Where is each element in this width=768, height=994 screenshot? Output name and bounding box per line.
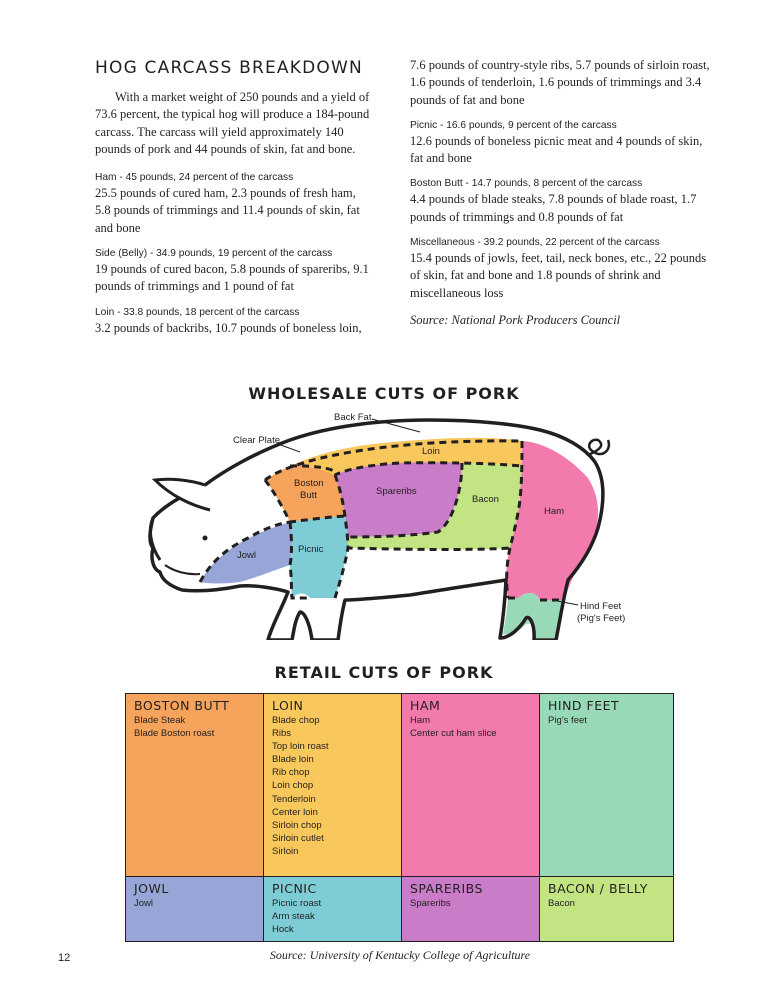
retail-cell-list [548, 714, 665, 727]
label-hind-feet: Hind Feet [580, 601, 622, 612]
list-item: Sirloin cutlet [272, 832, 324, 844]
list-item: Blade Boston roast [134, 728, 215, 740]
label-spareribs: Spareribs [376, 486, 417, 497]
retail-cell-ham [402, 694, 540, 877]
boston-butt-body: 4.4 pounds of blade steaks, 7.8 pounds of blade roast, 1.7 pounds of trimmings and 0.8 pounds of fat [410, 192, 697, 224]
list-item: Top loin roast [272, 741, 329, 753]
label-pigs-feet: (Pig's Feet) [577, 613, 626, 624]
label-boston: Boston [294, 478, 324, 489]
retail-cell-list [410, 714, 531, 740]
label-ham: Ham [544, 506, 565, 517]
list-item: Loin chop [272, 780, 314, 792]
loin-body-continued: 7.6 pounds of country-style ribs, 5.7 pounds of sirloin roast, 1.6 pounds of tenderloin, 1.6 pounds of trimmings and 3.4 pounds of fat and bone [410, 58, 710, 107]
retail-source: Source: University of Kentucky College of Agriculture [269, 948, 531, 962]
list-item: Hock [272, 924, 294, 936]
list-item: Picnic roast [272, 898, 322, 909]
label-clear-plate: Clear Plate [233, 435, 280, 446]
retail-cell-list [134, 714, 255, 740]
label-loin: Loin [422, 446, 440, 457]
page-number: 12 [58, 952, 71, 964]
list-item: Blade loin [272, 754, 314, 766]
list-item: Blade chop [272, 715, 320, 726]
list-item: Rib chop [272, 767, 310, 779]
retail-cell-loin [264, 694, 402, 877]
retail-title: RETAIL CUTS OF PORK [274, 663, 494, 682]
retail-cell-jowl [126, 877, 264, 941]
retail-cell-picnic [264, 877, 402, 941]
retail-cell-title: PICNIC [272, 881, 317, 896]
breakdown-left-column [95, 89, 373, 347]
retail-cell-list [272, 714, 393, 858]
retail-cell-boston-butt [126, 694, 264, 877]
retail-cuts-table [125, 693, 674, 942]
label-jowl: Jowl [237, 550, 257, 561]
wholesale-title: WHOLESALE CUTS OF PORK [248, 384, 520, 403]
side-heading: Side (Belly) - 34.9 pounds, 19 percent of the carcass [95, 248, 333, 260]
intro-paragraph: With a market weight of 250 pounds and a yield of 73.6 percent, the typical hog will produce a 184-pound carcass. The carcass will yield approximately 140 pounds of pork and 44 pounds of skin, fat and bone. [95, 90, 370, 156]
retail-cell-title: JOWL [134, 881, 169, 896]
label-back-fat: Back Fat [334, 412, 372, 423]
retail-cell-spareribs [402, 877, 540, 941]
picnic-heading: Picnic - 16.6 pounds, 9 percent of the carcass [410, 119, 617, 131]
list-item: Bacon [548, 898, 575, 909]
retail-cell-title: LOIN [272, 698, 304, 713]
label-butt: Butt [300, 490, 317, 501]
list-item: Arm steak [272, 911, 315, 923]
retail-cell-title: BOSTON BUTT [134, 698, 230, 713]
breakdown-source: Source: National Pork Producers Council [410, 312, 621, 327]
list-item: Tenderloin [272, 793, 316, 805]
list-item: Ham [410, 715, 431, 726]
misc-heading: Miscellaneous - 39.2 pounds, 22 percent of the carcass [410, 237, 660, 249]
retail-cell-title: HAM [410, 698, 441, 713]
eye-icon [203, 536, 208, 541]
list-item: Center cut ham slice [410, 728, 497, 740]
misc-body: 15.4 pounds of jowls, feet, tail, neck bones, etc., 22 pounds of skin, fat and bone and 1.8 pounds of shrink and miscellaneous loss [410, 251, 707, 300]
label-picnic: Picnic [298, 544, 324, 555]
list-item: Ribs [272, 728, 292, 740]
list-item: Pig’s feet [548, 715, 587, 726]
list-item: Spareribs [410, 898, 451, 909]
list-item: Sirloin [272, 845, 299, 857]
retail-cell-bacon-belly [540, 877, 673, 941]
loin-body-start: 3.2 pounds of backribs, 10.7 pounds of boneless loin, [95, 320, 362, 335]
picnic-body: 12.6 pounds of boneless picnic meat and 4 pounds of skin, fat and bone [410, 133, 703, 166]
breakdown-right-column [410, 57, 710, 329]
retail-cell-list [410, 897, 531, 910]
side-body: 19 pounds of cured bacon, 5.8 pounds of spareribs, 9.1 pounds of trimmings and 1 pound of fat [95, 262, 369, 294]
spareribs-region [335, 462, 462, 537]
retail-cell-title: SPARERIBS [410, 881, 483, 896]
pig-diagram [0, 400, 768, 640]
retail-cell-hind-feet [540, 694, 673, 877]
ham-body: 25.5 pounds of cured ham, 2.3 pounds of fresh ham, 5.8 pounds of trimmings and 11.4 pounds of skin, fat and bone [95, 186, 360, 235]
list-item: Center loin [272, 806, 318, 818]
list-item: Blade Steak [134, 715, 186, 726]
page-title: HOG CARCASS BREAKDOWN [95, 58, 363, 78]
ham-heading: Ham - 45 pounds, 24 percent of the carcass [95, 172, 294, 184]
retail-cell-list [272, 897, 393, 936]
loin-heading: Loin - 33.8 pounds, 18 percent of the carcass [95, 306, 300, 318]
boston-butt-heading: Boston Butt - 14.7 pounds, 8 percent of the carcass [410, 178, 643, 190]
list-item: Jowl [134, 898, 154, 909]
retail-cell-title: HIND FEET [548, 698, 620, 713]
retail-cell-title: BACON / BELLY [548, 881, 648, 896]
list-item: Sirloin chop [272, 819, 322, 831]
tail-icon [588, 440, 609, 455]
retail-cell-list [134, 897, 255, 910]
label-bacon: Bacon [472, 494, 499, 505]
retail-cell-list [548, 897, 665, 910]
